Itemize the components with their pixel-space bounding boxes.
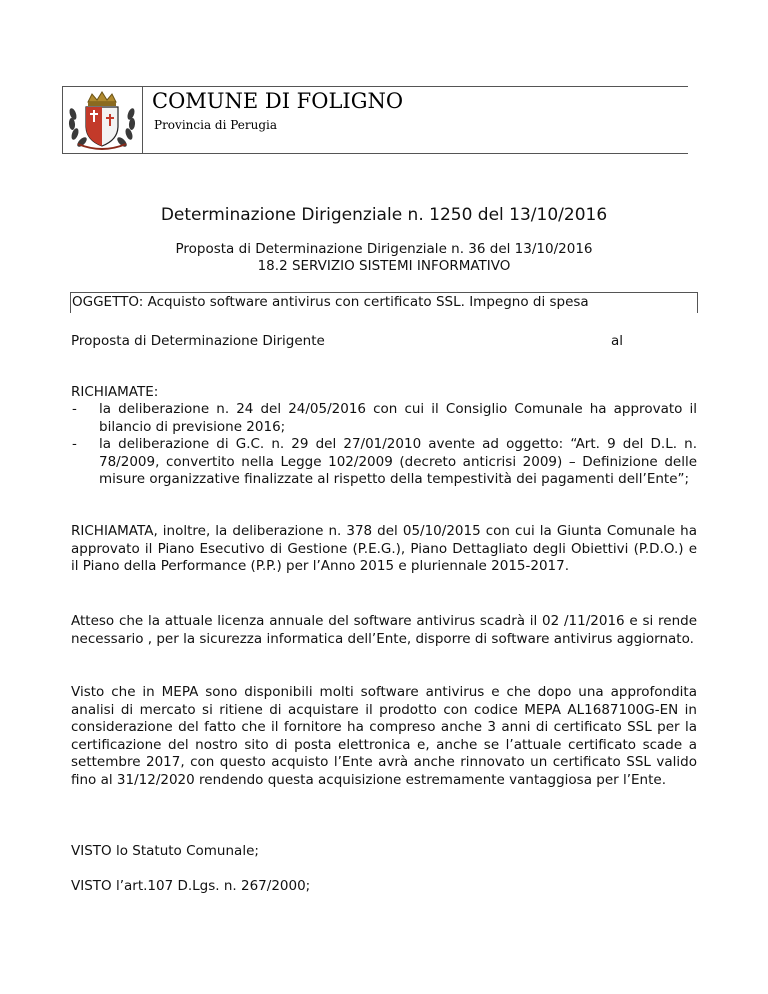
letterhead-top-rule — [62, 86, 688, 87]
list-item: la deliberazione n. 24 del 24/05/2016 con cui il Consiglio Comunale ha approvato il bilancio di previsione 2016; — [99, 401, 697, 435]
paragraph-atteso — [71, 613, 697, 648]
visto-label: Visto — [71, 684, 105, 700]
letterhead-left-rule — [62, 86, 63, 153]
proposta-label: Proposta di Determinazione Dirigente — [71, 333, 325, 349]
determinazione-title: Determinazione Dirigenziale n. 1250 del 13/10/2016 — [160, 205, 608, 225]
statuto-label: VISTO — [71, 843, 112, 859]
paragraph-visto — [71, 684, 697, 789]
list-bullet: - — [72, 401, 77, 417]
proposta-al: al — [611, 333, 624, 349]
paragraph-richiamata — [71, 523, 697, 576]
art-text: l’art.107 D.Lgs. n. 267/2000; — [111, 878, 311, 894]
paragraph-art107 — [71, 878, 697, 896]
foligno-coat-of-arms-icon — [64, 88, 140, 152]
atteso-label: Atteso — [71, 613, 115, 629]
servizio-title: 18.2 SERVIZIO SISTEMI INFORMATIVO — [257, 258, 511, 274]
comune-name: COMUNE DI FOLIGNO — [152, 89, 404, 113]
letterhead-divider-rule — [142, 86, 143, 153]
oggetto-text: Acquisto software antivirus con certificato SSL. Impegno di spesa — [143, 294, 589, 310]
letterhead-bottom-rule — [62, 153, 688, 154]
visto-text: che in MEPA sono disponibili molti software antivirus e che dopo una approfondita analisi di mercato si ritiene di acquistare il prodotto con codice MEPA AL1687100G-EN in considerazione del fatto che il fornitore ha compreso anche 3 anni di certificato SSL per la certificazione del nostro sito di posta elettronica e, anche se l’attuale certificato scade a settembre 2017, con questo acquisto l’Ente avrà anche rinnovato un certificato SSL valido fino al 31/12/2020 rendendo questa acquisizione estremamente vantaggiosa per l’Ente. — [71, 684, 697, 788]
proposta-title: Proposta di Determinazione Dirigenziale n. 36 del 13/10/2016 — [175, 241, 593, 257]
list-bullet: - — [72, 436, 77, 452]
richiamata-text: , inoltre, la deliberazione n. 378 del 05/10/2015 con cui la Giunta Comunale ha approvato il Piano Esecutivo di Gestione (P.E.G.), Piano Dettagliato degli Obiettivi (P.D.O.) e il Piano della Performance (P.P.) per l’Anno 2015 e pluriennale 2015-2017. — [71, 523, 697, 574]
atteso-text: che la attuale licenza annuale del software antivirus scadrà il 02 /11/2016 e si rende necessario , per la sicurezza informatica dell’Ente, disporre di software antivirus aggiornato. — [71, 613, 697, 647]
richiamata-label: RICHIAMATA — [71, 523, 154, 539]
list-item: la deliberazione di G.C. n. 29 del 27/01/2010 avente ad oggetto: “Art. 9 del D.L. n. 78/2009, convertito nella Legge 102/2009 (decreto anticrisi 2009) – Definizione delle misure organizzative finalizzate al rispetto della tempestività dei pagamenti dell’Ente”; — [99, 436, 697, 487]
statuto-text: lo Statuto Comunale; — [111, 843, 259, 859]
oggetto-label: OGGETTO: — [72, 294, 144, 310]
art-label: VISTO — [71, 878, 112, 894]
paragraph-statuto — [71, 843, 697, 861]
provincia-name: Provincia di Perugia — [154, 118, 278, 132]
richiamate-heading: RICHIAMATE: — [71, 384, 159, 400]
oggetto-line — [72, 293, 589, 311]
